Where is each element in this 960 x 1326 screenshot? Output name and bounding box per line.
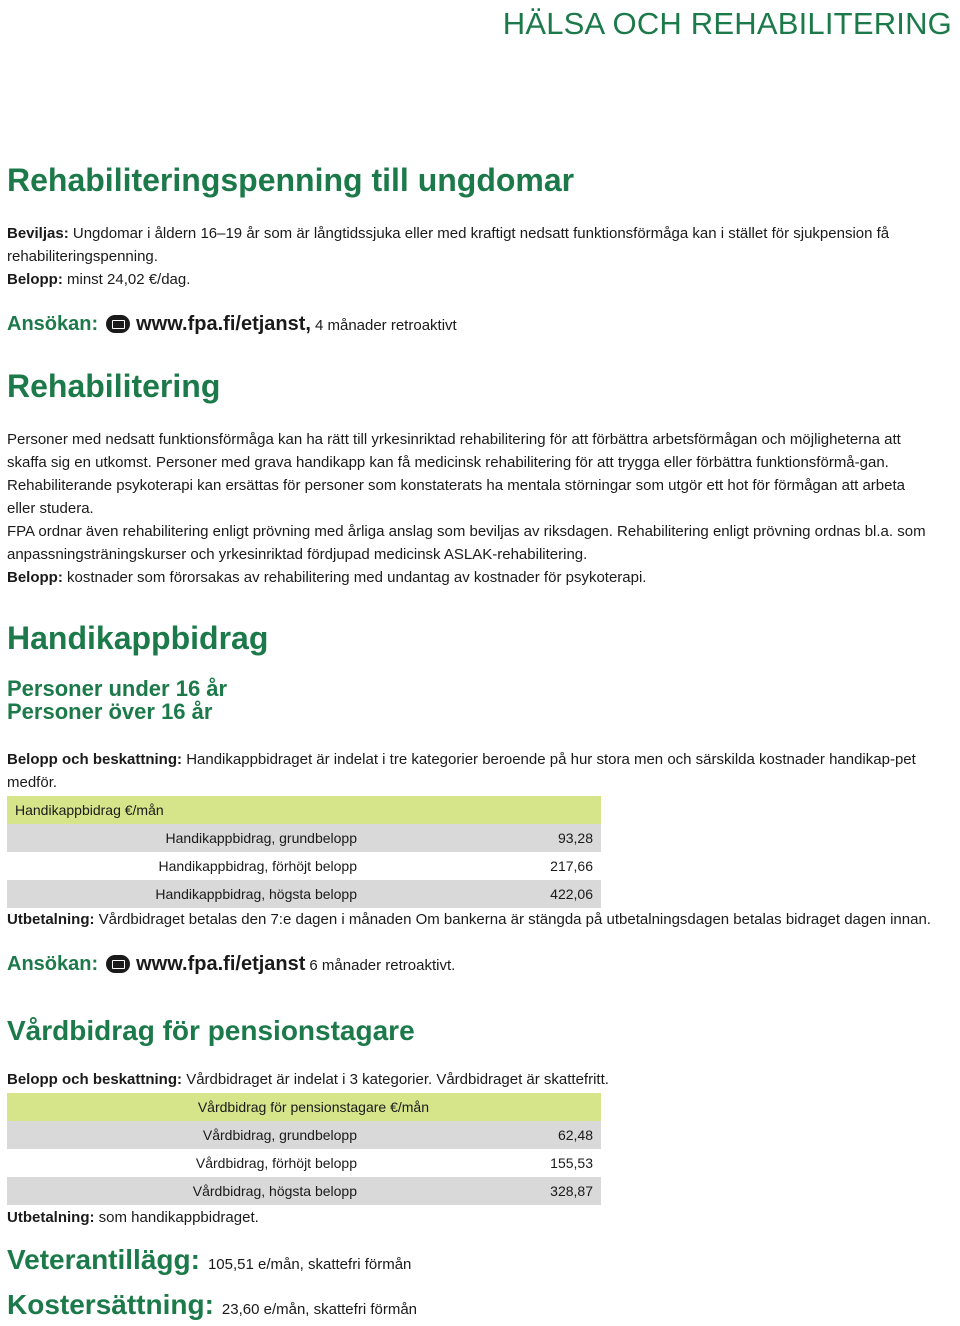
row-value: 93,28 — [363, 824, 601, 852]
row-value: 422,06 — [363, 880, 601, 908]
kostersattning-title: Kostersättning: — [7, 1289, 214, 1320]
vardbidrag-table — [7, 1093, 601, 1205]
veterantillagg — [7, 1244, 411, 1276]
row-value: 217,66 — [363, 852, 601, 880]
section-title-handikappbidrag: Handikappbidrag — [7, 620, 269, 656]
row-label: Vårdbidrag, grundbelopp — [7, 1121, 363, 1149]
page-header: HÄLSA OCH REHABILITERING — [502, 6, 952, 41]
vardbidrag-utbetalning: Utbetalning: som handikappbidraget. — [7, 1209, 259, 1226]
veterantillagg-text: 105,51 e/mån, skattefri förmån — [207, 1256, 412, 1273]
fpa-etjanst-link[interactable]: www.fpa.fi/etjanst — [136, 953, 306, 975]
handikappbidrag-sub-under16: Personer under 16 år — [7, 676, 228, 701]
table-row — [7, 852, 601, 880]
section-title-rehab-ungdomar: Rehabiliteringspenning till ungdomar — [7, 162, 575, 198]
vardbidrag-belopp: Belopp och beskattning: Vårdbidraget är indelat i 3 kategorier. Vårdbidraget är skattefritt. — [7, 1071, 609, 1088]
row-label: Handikappbidrag, förhöjt belopp — [7, 852, 363, 880]
handikappbidrag-utbetalning: Utbetalning: Vårdbidraget betalas den 7:e dagen i månaden Om bankerna är stängda på utbetalningsdagen betalas bidraget dagen innan. — [7, 911, 931, 928]
table-row — [7, 880, 601, 908]
rehab-ungdomar-ansokan: Ansökan: www.fpa.fi/etjanst, 4 månader retroaktivt — [7, 313, 457, 335]
table-row — [7, 1177, 601, 1205]
handikappbidrag-ansokan: Ansökan: www.fpa.fi/etjanst 6 månader retroaktivt. — [7, 953, 456, 975]
computer-mouse-icon — [106, 315, 130, 333]
row-label: Handikappbidrag, högsta belopp — [7, 880, 363, 908]
table-header-row — [7, 796, 601, 824]
table-header-cell: Handikappbidrag €/mån — [7, 796, 601, 824]
table-row — [7, 824, 601, 852]
handikappbidrag-sub-over16: Personer över 16 år — [7, 699, 213, 724]
row-value: 62,48 — [363, 1121, 601, 1149]
fpa-etjanst-link[interactable]: www.fpa.fi/etjanst, — [136, 313, 311, 335]
rehab-ungdomar-belopp: Belopp: minst 24,02 €/dag. — [7, 271, 191, 288]
row-label: Handikappbidrag, grundbelopp — [7, 824, 363, 852]
handikappbidrag-belopp: Belopp och beskattning: Handikappbidraget är indelat i tre kategorier beroende på hur stora men och särskilda kostnader handikap-pet medför. — [7, 751, 916, 791]
rehabilitering-p1: Personer med nedsatt funktionsförmåga kan ha rätt till yrkesinriktad rehabilitering för att förbättra arbetsförmågan och möjligheterna att skaffa sig en utkomst. Personer med grava handikapp kan få medicinsk rehabilitering för att trygga eller förbättra funktionsförmå-gan. Rehabiliterande psykoterapi kan ersättas för personer som konstaterats ha mentala störningar som utgör ett hot för förmågan att arbeta eller studera. — [7, 431, 905, 517]
row-value: 155,53 — [363, 1149, 601, 1177]
table-row — [7, 1121, 601, 1149]
kostersattning — [7, 1289, 417, 1321]
table-header-row — [7, 1093, 601, 1121]
section-title-rehabilitering: Rehabilitering — [7, 368, 221, 404]
computer-mouse-icon — [106, 955, 130, 973]
rehab-ungdomar-beviljas: Beviljas: Ungdomar i åldern 16–19 år som är långtidssjuka eller med kraftigt nedsatt funktionsförmåga kan i stället för sjukpension få rehabiliteringspenning. — [7, 225, 890, 265]
row-label: Vårdbidrag, högsta belopp — [7, 1177, 363, 1205]
kostersattning-text: 23,60 e/mån, skattefri förmån — [221, 1301, 418, 1318]
table-header-cell: Vårdbidrag för pensionstagare €/mån — [7, 1093, 601, 1121]
section-title-vardbidrag: Vårdbidrag för pensionstagare — [7, 1015, 415, 1046]
veterantillagg-title: Veterantillägg: — [7, 1244, 200, 1275]
row-value: 328,87 — [363, 1177, 601, 1205]
rehabilitering-belopp: Belopp: kostnader som förorsakas av rehabilitering med undantag av kostnader för psykoterapi. — [7, 569, 647, 586]
handikappbidrag-table — [7, 796, 601, 908]
table-row — [7, 1149, 601, 1177]
rehabilitering-p2: FPA ordnar även rehabilitering enligt prövning med årliga anslag som beviljas av riksdagen. Rehabilitering enligt prövning ordnas bl.a. som anpassningsträningskurser och yrkesinriktad fördjupad medicinsk ASLAK-rehabilitering. — [7, 523, 926, 563]
row-label: Vårdbidrag, förhöjt belopp — [7, 1149, 363, 1177]
